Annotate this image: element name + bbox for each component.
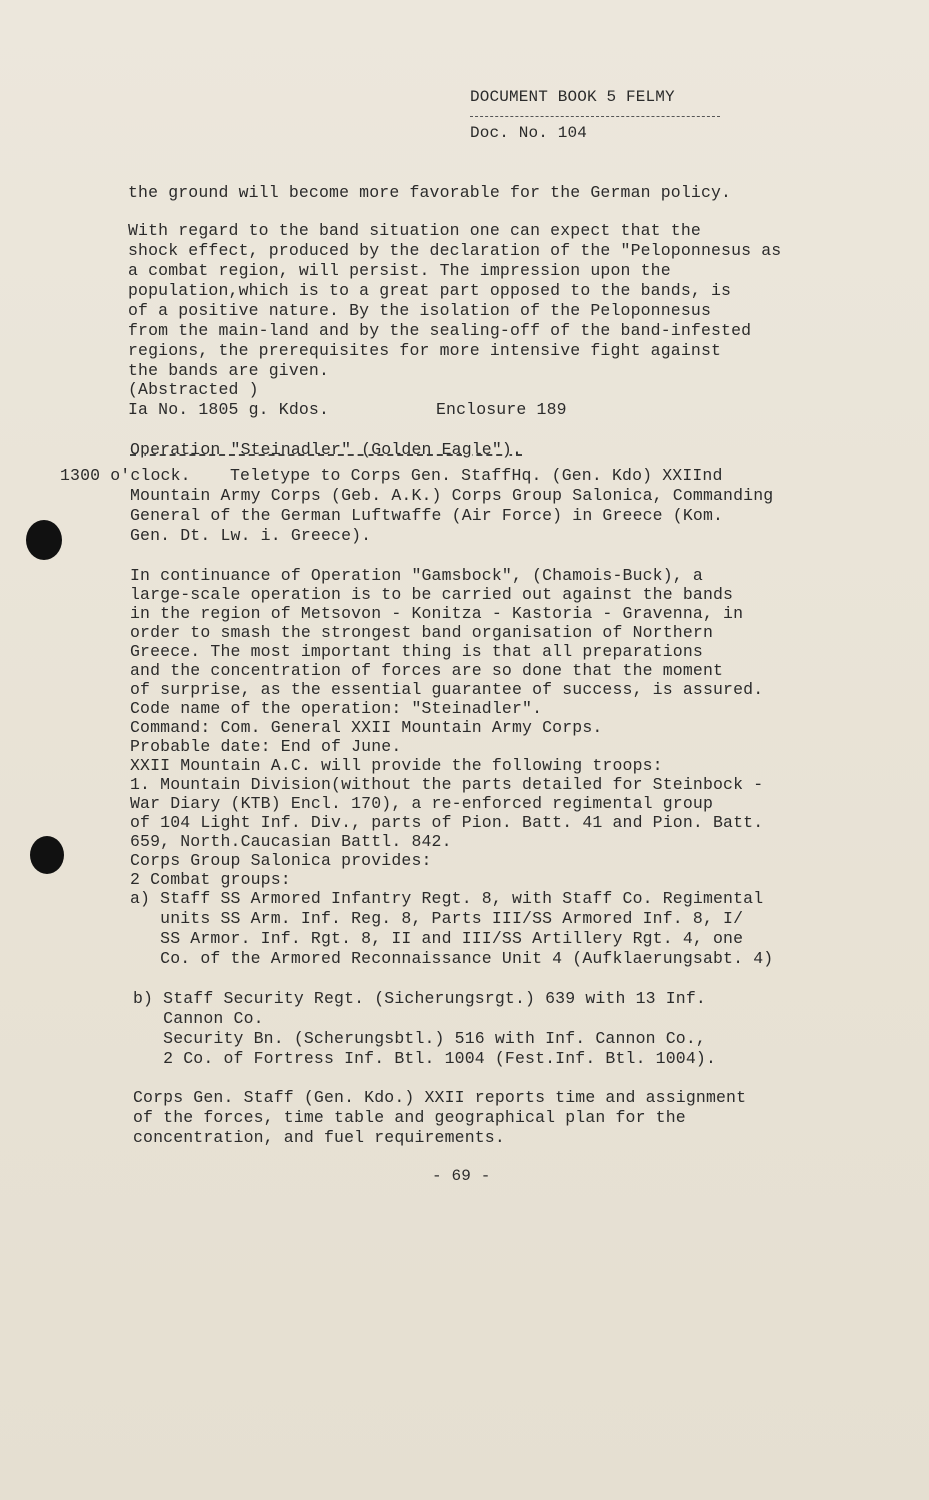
- enclosure-number: Enclosure 189: [436, 400, 567, 419]
- paragraph-intro: the ground will become more favorable for the German policy.: [128, 183, 732, 202]
- teletype-line: Teletype to Corps Gen. StaffHq. (Gen. Kdo) XXIInd: [230, 466, 723, 485]
- b-group-line: 2 Co. of Fortress Inf. Btl. 1004 (Fest.Inf. Btl. 1004).: [133, 1049, 716, 1068]
- b-group-line: b) Staff Security Regt. (Sicherungsrgt.) 639 with 13 Inf.: [133, 989, 706, 1008]
- teletype-line: Mountain Army Corps (Geb. A.K.) Corps Group Salonica, Commanding: [130, 486, 774, 505]
- main-line: units SS Arm. Inf. Reg. 8, Parts III/SS Armored Inf. 8, I/: [130, 909, 744, 928]
- main-line: In continuance of Operation "Gamsbock", (Chamois-Buck), a: [130, 566, 703, 585]
- abstracted-note: (Abstracted ): [128, 380, 259, 399]
- main-line: 2 Combat groups:: [130, 870, 291, 889]
- punch-hole: [26, 520, 62, 560]
- main-line: large-scale operation is to be carried out against the bands: [130, 585, 734, 604]
- paragraph-line: shock effect, produced by the declaration of the "Peloponnesus as: [128, 241, 782, 260]
- ia-number: Ia No. 1805 g. Kdos.: [128, 400, 330, 419]
- main-line: 659, North.Caucasian Battl. 842.: [130, 832, 452, 851]
- paragraph-line: With regard to the band situation one can expect that the: [128, 221, 701, 240]
- closing-line: of the forces, time table and geographical plan for the: [133, 1108, 686, 1127]
- main-line: Probable date: End of June.: [130, 737, 402, 756]
- main-line: SS Armor. Inf. Rgt. 8, II and III/SS Artillery Rgt. 4, one: [130, 929, 744, 948]
- document-number: Doc. No. 104: [470, 124, 588, 142]
- main-line: XXII Mountain A.C. will provide the following troops:: [130, 756, 663, 775]
- paragraph-line: from the main-land and by the sealing-off of the band-infested: [128, 321, 752, 340]
- paragraph-line: of a positive nature. By the isolation of the Peloponnesus: [128, 301, 711, 320]
- page-number: - 69 -: [432, 1167, 491, 1185]
- closing-line: Corps Gen. Staff (Gen. Kdo.) XXII reports time and assignment: [133, 1088, 747, 1107]
- operation-title: Operation "Steinadler" (Golden Eagle").: [130, 440, 523, 459]
- main-line: War Diary (KTB) Encl. 170), a re-enforced regimental group: [130, 794, 713, 813]
- main-line: order to smash the strongest band organisation of Northern: [130, 623, 713, 642]
- main-line: Greece. The most important thing is that all preparations: [130, 642, 703, 661]
- paragraph-line: the bands are given.: [128, 361, 330, 380]
- b-group-line: Cannon Co.: [133, 1009, 264, 1028]
- teletype-line: Gen. Dt. Lw. i. Greece).: [130, 526, 372, 545]
- b-group-line: Security Bn. (Scherungsbtl.) 516 with Inf. Cannon Co.,: [133, 1029, 706, 1048]
- main-line: Code name of the operation: "Steinadler".: [130, 699, 543, 718]
- paragraph-line: regions, the prerequisites for more intensive fight against: [128, 341, 722, 360]
- paragraph-line: a combat region, will persist. The impression upon the: [128, 261, 671, 280]
- punch-hole: [30, 836, 64, 874]
- main-line: of 104 Light Inf. Div., parts of Pion. Batt. 41 and Pion. Batt.: [130, 813, 764, 832]
- main-line: Corps Group Salonica provides:: [130, 851, 432, 870]
- document-book-header: DOCUMENT BOOK 5 FELMY: [470, 88, 675, 106]
- main-line: Command: Com. General XXII Mountain Army Corps.: [130, 718, 603, 737]
- main-line: of surprise, as the essential guarantee of success, is assured.: [130, 680, 764, 699]
- main-line: 1. Mountain Division(without the parts detailed for Steinbock -: [130, 775, 764, 794]
- paragraph-line: population,which is to a great part opposed to the bands, is: [128, 281, 732, 300]
- teletype-line: General of the German Luftwaffe (Air Force) in Greece (Kom.: [130, 506, 724, 525]
- main-line: in the region of Metsovon - Konitza - Kastoria - Gravenna, in: [130, 604, 744, 623]
- main-line: and the concentration of forces are so done that the moment: [130, 661, 724, 680]
- main-line: Co. of the Armored Reconnaissance Unit 4 (Aufklaerungsabt. 4): [130, 949, 774, 968]
- time-stamp: 1300 o'clock.: [60, 466, 191, 485]
- header-divider: [470, 116, 720, 117]
- closing-line: concentration, and fuel requirements.: [133, 1128, 505, 1147]
- main-line: a) Staff SS Armored Infantry Regt. 8, with Staff Co. Regimental: [130, 889, 764, 908]
